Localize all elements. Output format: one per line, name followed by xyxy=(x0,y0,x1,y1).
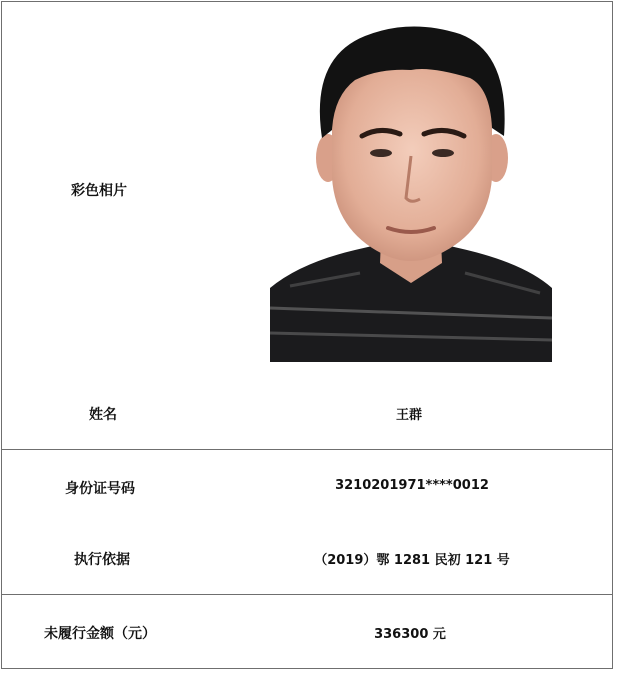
id-number-value: 3210201971****0012 xyxy=(335,478,489,493)
photo-label: 彩色相片 xyxy=(71,183,127,199)
portrait-image xyxy=(270,18,552,362)
name-label: 姓名 xyxy=(89,407,117,423)
unpaid-amount-value: 336300 元 xyxy=(374,627,446,642)
execution-basis-label: 执行依据 xyxy=(74,552,130,568)
unpaid-amount-label: 未履行金额（元） xyxy=(44,626,156,642)
name-value: 王群 xyxy=(395,408,423,423)
execution-basis-value: （2019）鄂 1281 民初 121 号 xyxy=(314,553,510,568)
id-number-label: 身份证号码 xyxy=(65,481,135,497)
row-divider-1 xyxy=(1,449,613,450)
portrait-photo xyxy=(270,18,552,362)
row-divider-2 xyxy=(1,594,613,595)
